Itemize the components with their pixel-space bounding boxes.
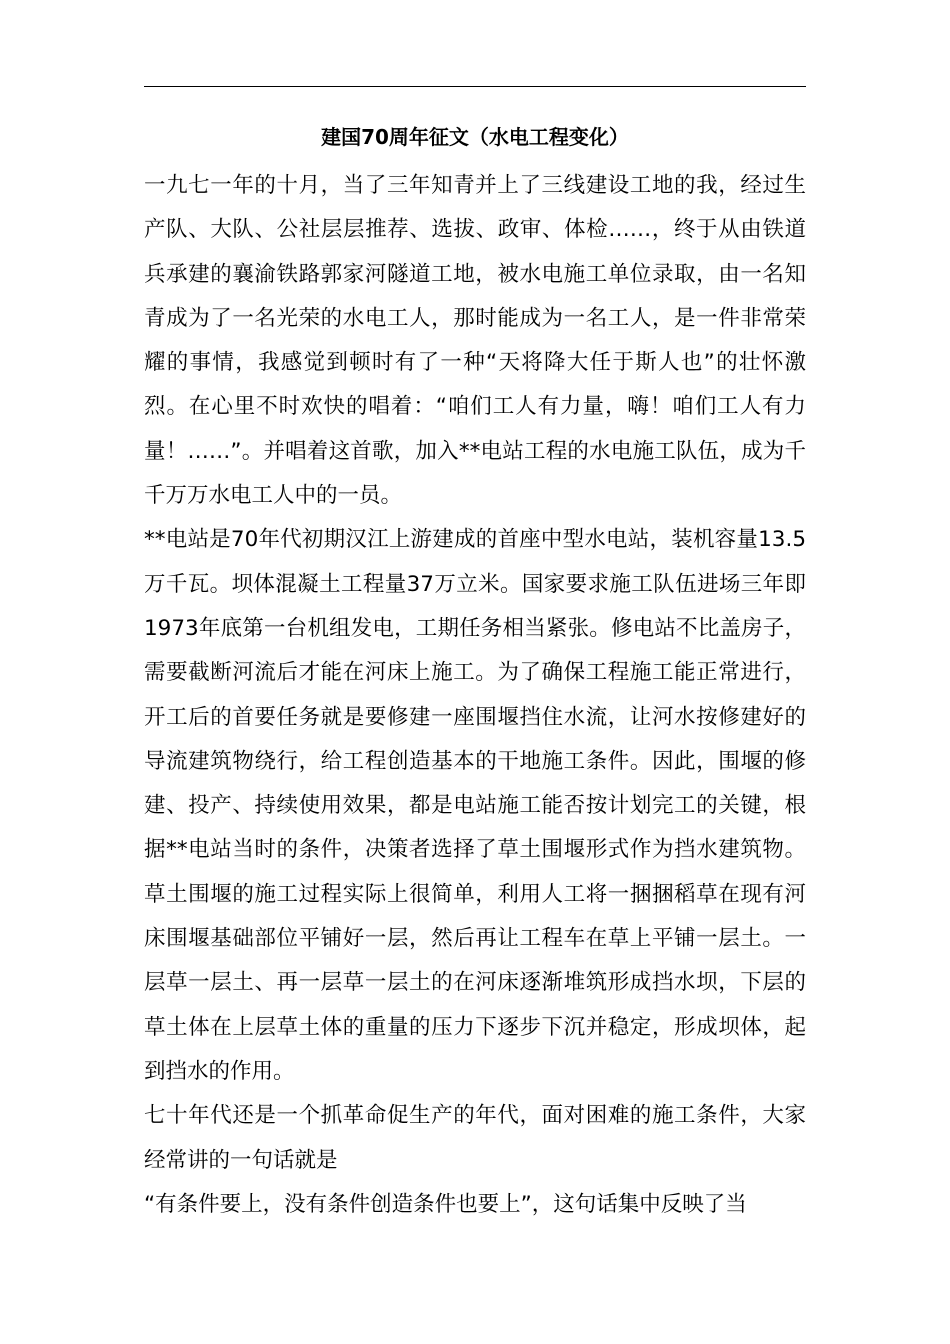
paragraph-2: **电站是70年代初期汉江上游建成的首座中型水电站，装机容量13.5万千瓦。坝体混凝土工程量37万立米。国家要求施工队伍进场三年即1973年底第一台机组发电，工期任务相当紧张。修电站不比盖房子，需要截断河流后才能在河床上施工。为了确保工程施工能正常进行，开工后的首要任务就是要修建一座围堰挡住水流，让河水按修建好的导流建筑物绕行，给工程创造基本的干地施工条件。因此，围堰的修建、投产、持续使用效果，都是电站施工能否按计划完工的关键，根据**电站当时的条件，决策者选择了草土围堰形式作为挡水建筑物。草土围堰的施工过程实际上很简单，利用人工将一捆捆稻草在现有河床围堰基础部位平铺好一层，然后再让工程车在草上平铺一层土。一层草一层土、再一层草一层土的在河床逐渐堆筑形成挡水坝，下层的草土体在上层草土体的重量的压力下逐步下沉并稳定，形成坝体，起到挡水的作用。 [144, 527, 806, 1084]
paragraph-4: “有条件要上，没有条件创造条件也要上”，这句话集中反映了当 [144, 1191, 747, 1217]
document-title: 建国70周年征文（水电工程变化） [321, 125, 629, 149]
paragraph-3: 七十年代还是一个抓革命促生产的年代，面对困难的施工条件，大家经常讲的一句话就是 [144, 1103, 806, 1173]
paragraph-1: 一九七一年的十月，当了三年知青并上了三线建设工地的我，经过生产队、大队、公社层层推荐、选拔、政审、体检……，终于从由铁道兵承建的襄渝铁路郭家河隧道工地，被水电施工单位录取，由一名知青成为了一名光荣的水电工人，那时能成为一名工人，是一件非常荣耀的事情，我感觉到顿时有了一种“天将降大任于斯人也”的壮怀激烈。在心里不时欢快的唱着：“咱们工人有力量，嗨！咱们工人有力量！……”。并唱着这首歌，加入**电站工程的水电施工队伍，成为千千万万水电工人中的一员。 [144, 173, 806, 509]
header-rule [144, 86, 806, 87]
document-body [144, 164, 806, 1227]
